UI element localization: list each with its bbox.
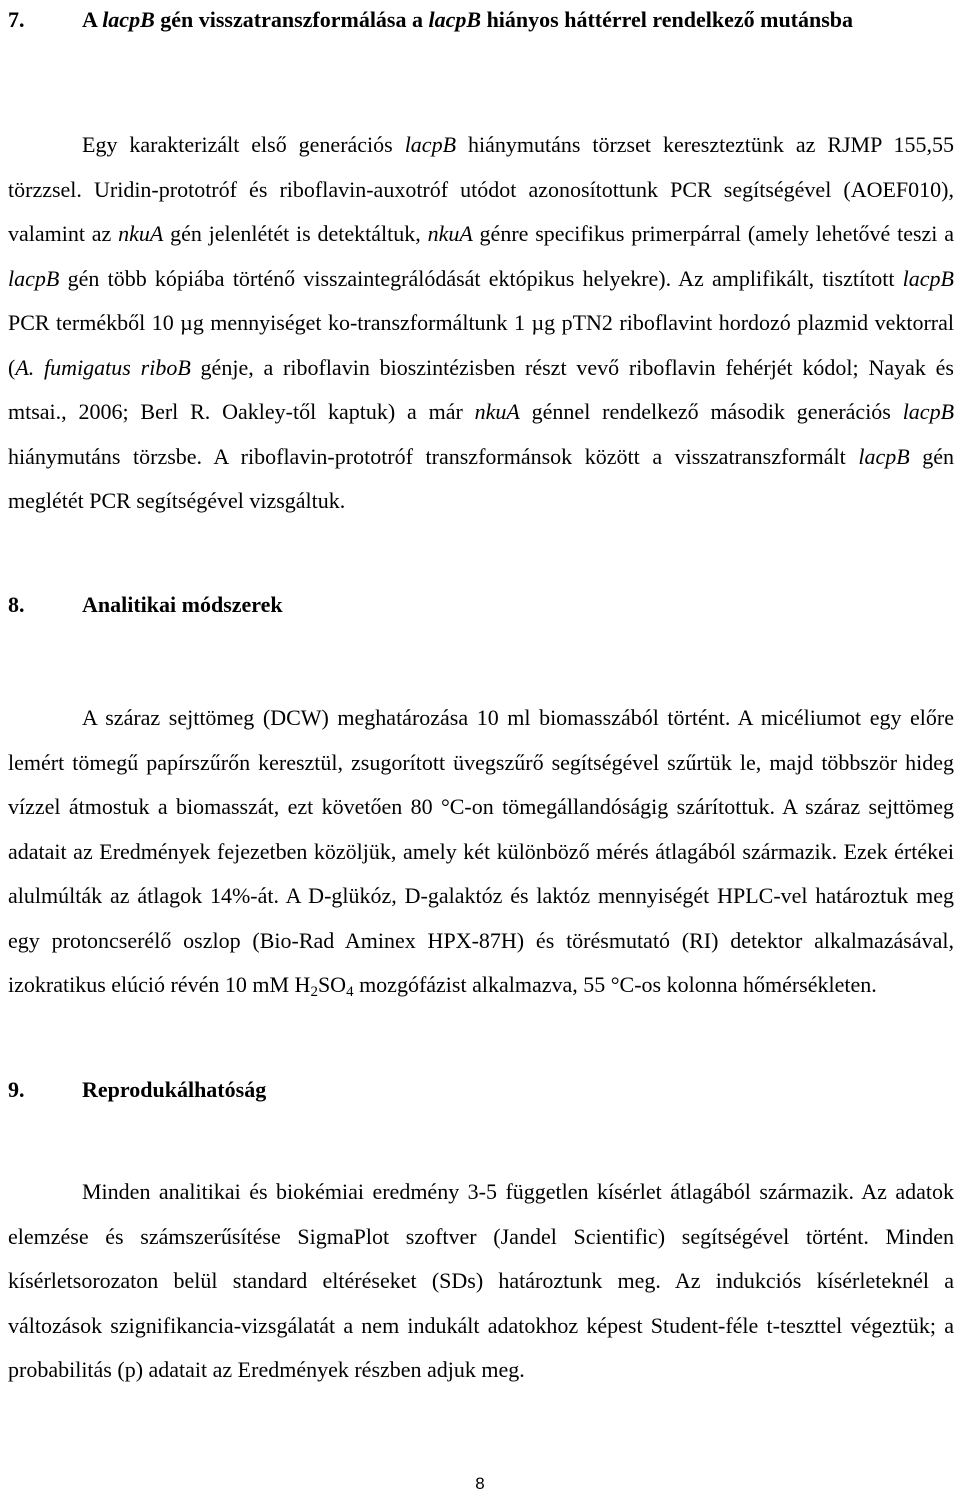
section-title: Reprodukálhatóság bbox=[82, 1077, 267, 1102]
section-title: Analitikai módszerek bbox=[82, 592, 283, 617]
section-8-heading bbox=[8, 583, 952, 627]
section-number: 9. bbox=[8, 1077, 25, 1102]
section-7-paragraph: Egy karakterizált első generációs lacpB hiánymutáns törzset kereszteztünk az RJMP 155,55 törzzsel. Uridin-prototróf és riboflavin-auxotróf utódot azonosítottunk PCR segítségével (AOEF010), valamint az nkuA gén jelenlétét is detektáltuk, nkuA génre specifikus primerpárral (amely lehetővé teszi a lacpB gén több kópiába történő visszaintegrálódását ektópikus helyekre). Az amplifikált, tisztított lacpB PCR termékből 10 µg mennyiséget ko-transzformáltunk 1 µg pTN2 riboflavint hordozó plazmid vektorral (A. fumigatus riboB génje, a riboflavin bioszintézisben részt vevő riboflavin fehérjét kódol; Nayak és mtsai., 2006; Berl R. Oakley-től kaptuk) a már nkuA génnel rendelkező második generációs lacpB hiánymutáns törzsbe. A riboflavin-prototróf transzformánsok között a visszatranszformált lacpB gén meglétét PCR segítségével vizsgáltuk. bbox=[8, 132, 955, 513]
section-number: 7. bbox=[8, 7, 25, 32]
section-9-heading bbox=[8, 1068, 952, 1112]
page-number: 8 bbox=[475, 1474, 485, 1493]
section-number: 8. bbox=[8, 592, 25, 617]
section-7-heading: 7. A lacpB gén visszatranszformálása a lacpB hiányos háttérrel rendelkező mutánsba bbox=[8, 0, 952, 42]
section-9-paragraph: Minden analitikai és biokémiai eredmény 3-5 független kísérlet átlagából származik. Az adatok elemzése és számszerűsítése SigmaPlot szoftver (Jandel Scientific) segítségével történt. Minden kísérletsorozaton belül standard eltéréseket (SDs) határoztunk meg. Az indukciós kísérleteknél a változások szignifikancia-vizsgálatát a nem indukált adatokhoz képest Student-féle t-teszttel végeztük; a probabilitás (p) adatait az Eredmények részben adjuk meg. bbox=[8, 1179, 954, 1382]
section-8-paragraph: A száraz sejttömeg (DCW) meghatározása 10 ml biomasszából történt. A micéliumot egy előre lemért tömegű papírszűrőn keresztül, zsugorított üvegszűrő segítségével szűrtük le, majd többször hideg vízzel átmostuk a biomasszát, ezt követően 80 °C-on tömegállandóságig szárítottuk. A száraz sejttömeg adatait az Eredmények fejezetben közöljük, amely két különböző mérés átlagából származik. Ezek értékei alulmúlták az átlagok 14%-át. A D-glükóz, D-galaktóz és laktóz mennyiségét HPLC-vel határoztuk meg egy protoncserélő oszlop (Bio-Rad Aminex HPX-87H) és törésmutató (RI) detektor alkalmazásával, izokratikus elúció révén 10 mM $H_2SO_4$ mozgófázist alkalmazva, 55 °C-os kolonna hőmérsékleten. bbox=[8, 705, 954, 1000]
